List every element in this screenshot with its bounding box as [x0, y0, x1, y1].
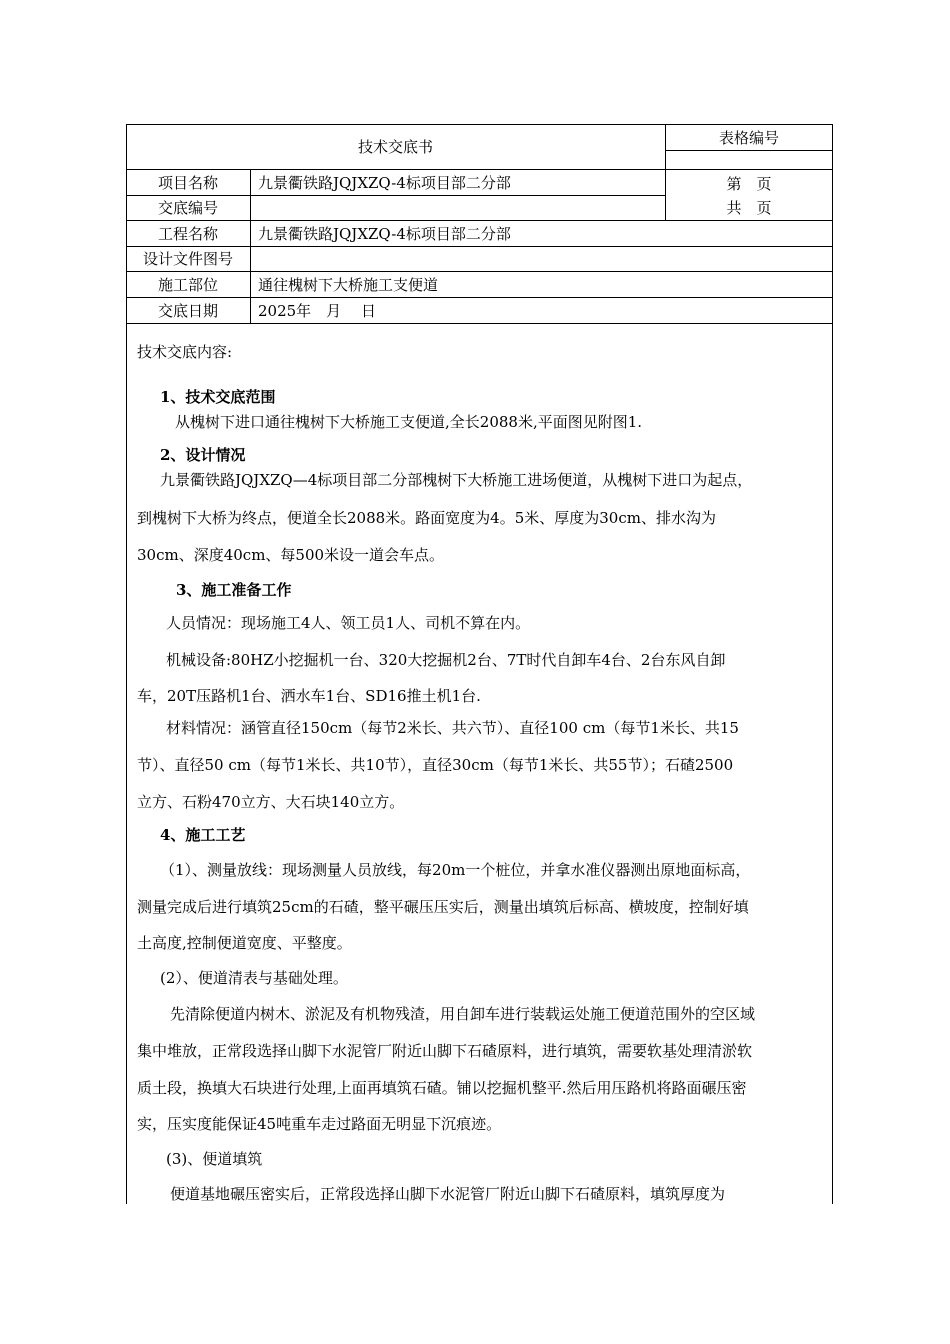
paragraph-line: 机械设备:80HZ小挖掘机一台、320大挖掘机2台、7T时代自卸车4台、2台东风自卸 [166, 651, 726, 669]
engineering-name-label: 工程名称 [157, 225, 218, 243]
rule-row4 [126, 271, 833, 272]
project-name-value: 九景衢铁路JQJXZQ-4标项目部二分部 [258, 174, 511, 192]
paragraph-line: 30cm、深度40cm、每500米设一道会车点。 [137, 546, 445, 564]
paragraph-line: （1）、测量放线：现场测量人员放线，每20m一个桩位，并拿水准仪器测出原地面标高， [160, 861, 751, 879]
project-name-label: 项目名称 [157, 174, 218, 192]
rule-row6 [126, 323, 833, 324]
paragraph-line: 质土段，换填大石块进行处理,上面再填筑石碴。铺以挖掘机整平.然后用压路机将路面碾压密 [137, 1079, 747, 1097]
rule-row5 [126, 297, 833, 298]
subsection-heading: (3)、便道填筑 [166, 1150, 263, 1168]
paragraph-line: 到槐树下大桥为终点，便道全长2088米。路面宽度为4。5米、厚度为30cm、排水沟为 [137, 509, 716, 527]
paragraph-line: 土高度,控制便道宽度、平整度。 [137, 934, 352, 952]
paragraph-line: 便道基地碾压密实后，正常段选择山脚下水泥管厂附近山脚下石碴原料，填筑厚度为 [170, 1185, 726, 1203]
paragraph-line: 立方、石粉470立方、大石块140立方。 [137, 793, 405, 811]
rule-label-col [250, 169, 251, 323]
paragraph-line: 集中堆放，正常段选择山脚下水泥管厂附近山脚下石碴原料，进行填筑，需要软基处理清淤软 [137, 1042, 753, 1060]
rule-row2 [126, 220, 833, 221]
form-no-label: 表格编号 [718, 129, 779, 147]
rule-header [126, 169, 833, 170]
construction-site-label: 施工部位 [157, 276, 218, 294]
disclosure-no-label: 交底编号 [157, 199, 218, 217]
construction-site-value: 通往槐树下大桥施工支便道 [258, 276, 439, 294]
paragraph-line: 从槐树下进口通往槐树下大桥施工支便道,全长2088米,平面图见附图1. [160, 413, 643, 431]
disclosure-date-label: 交底日期 [157, 302, 218, 320]
rule-row3 [126, 246, 833, 247]
page-total: 共 页 [726, 199, 772, 217]
paragraph-line: 人员情况：现场施工4人、领工员1人、司机不算在内。 [166, 614, 531, 632]
rule-form-no [665, 150, 833, 151]
section-2-heading: 2、设计情况 [160, 446, 246, 464]
engineering-name-value: 九景衢铁路JQJXZQ-4标项目部二分部 [258, 225, 511, 243]
content-heading: 技术交底内容: [137, 343, 233, 361]
subsection-heading: (2）、便道清表与基础处理。 [160, 969, 348, 987]
section-1-heading: 1、技术交底范围 [160, 388, 276, 406]
form-title: 技术交底书 [357, 138, 433, 156]
section-3-heading: 3、施工准备工作 [176, 581, 292, 599]
paragraph-line: 实，压实度能保证45吨重车走过路面无明显下沉痕迹。 [137, 1115, 502, 1133]
section-4-heading: 4、施工工艺 [160, 826, 246, 844]
paragraph-line: 材料情况：涵管直径150cm（每节2米长、共六节）、直径100 cm（每节1米长、共15 [166, 719, 739, 737]
paragraph-line: 九景衢铁路JQJXZQ—4标项目部二分部槐树下大桥施工进场便道，从槐树下进口为起点， [145, 471, 753, 489]
paragraph-line: 先清除便道内树木、淤泥及有机物残渣，用自卸车进行装载运处施工便道范围外的空区域 [170, 1005, 756, 1023]
design-drawing-label: 设计文件图号 [142, 250, 233, 268]
page-number: 第 页 [726, 175, 772, 193]
rule-row1 [126, 195, 665, 196]
paragraph-line: 车，20T压路机1台、洒水车1台、SD16推土机1台. [137, 687, 481, 705]
paragraph-line: 节）、直径50 cm（每节1米长、共10节），直径30cm（每节1米长、共55节）；石碴2500 [137, 756, 734, 774]
disclosure-date-value: 2025年 月 日 [258, 302, 376, 320]
paragraph-line: 测量完成后进行填筑25cm的石碴，整平碾压压实后，测量出填筑后标高、横坡度，控制好填 [137, 898, 749, 916]
